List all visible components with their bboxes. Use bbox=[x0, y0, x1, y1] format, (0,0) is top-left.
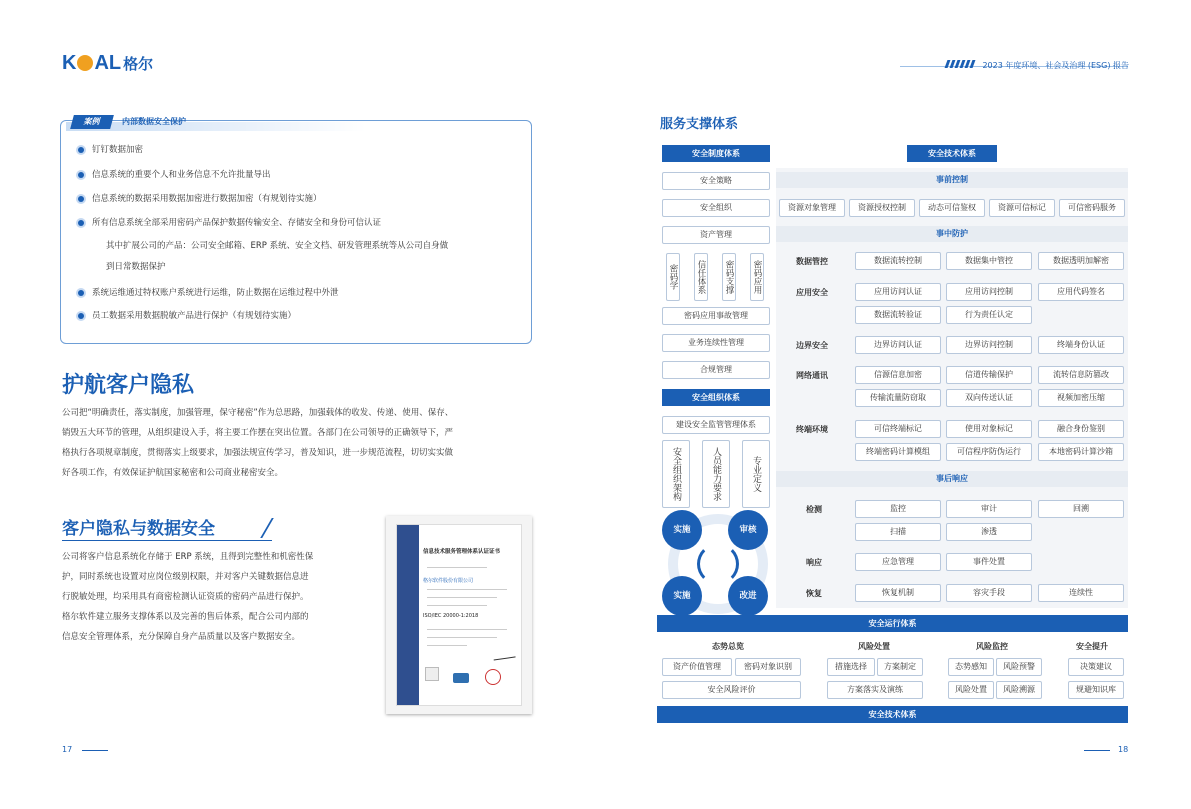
row-label: 数据管控 bbox=[796, 257, 828, 266]
mid-item: 双向传送认证 bbox=[946, 389, 1032, 407]
post-response-header: 事后响应 bbox=[776, 471, 1128, 487]
policy-vertical-item: 密码应用 bbox=[750, 253, 764, 301]
mid-item: 数据流转控制 bbox=[855, 252, 941, 270]
data-security-line: 护，同时系统也设置对应岗位级别权限，并对客户关键数据信息进 bbox=[62, 572, 309, 582]
mid-item: 信源信息加密 bbox=[855, 366, 941, 384]
heading-slash bbox=[244, 518, 274, 538]
ops-item: 措施选择 bbox=[827, 658, 875, 676]
post-item: 事件处置 bbox=[946, 553, 1032, 571]
ops-item: 决策建议 bbox=[1068, 658, 1124, 676]
post-item: 渗透 bbox=[946, 523, 1032, 541]
data-security-heading: 客户隐私与数据安全 bbox=[62, 519, 215, 539]
pre-item: 动态可信鉴权 bbox=[919, 199, 985, 217]
ops-item: 方案落实及演练 bbox=[827, 681, 923, 699]
mid-item: 数据透明加解密 bbox=[1038, 252, 1124, 270]
mid-item: 流转信息防篡改 bbox=[1038, 366, 1124, 384]
ops-system-header: 安全运行体系 bbox=[657, 615, 1128, 632]
ops-col-title: 安全提升 bbox=[1076, 642, 1108, 651]
mid-item: 应用访问控制 bbox=[946, 283, 1032, 301]
mid-item: 边界访问控制 bbox=[946, 336, 1032, 354]
data-security-line: 公司将客户信息系统化存储于 ERP 系统，且得到完整性和机密性保 bbox=[62, 552, 314, 562]
cert-title: 信息技术服务管理体系认证证书 bbox=[423, 549, 501, 555]
case-item: 系统运维通过特权账户系统进行运维，防止数据在运维过程中外泄 bbox=[92, 288, 339, 298]
org-vertical-item: 安全组织架构 bbox=[662, 440, 690, 508]
post-item: 连续性 bbox=[1038, 584, 1124, 602]
org-system-header: 安全组织体系 bbox=[662, 389, 770, 406]
pre-item: 资源对象管理 bbox=[779, 199, 845, 217]
pre-item: 资源授权控制 bbox=[849, 199, 915, 217]
pre-item: 可信密码服务 bbox=[1059, 199, 1125, 217]
ops-item: 风险处置 bbox=[948, 681, 994, 699]
cycle-step: 实施 bbox=[662, 576, 702, 616]
tech-system-header: 安全技术体系 bbox=[907, 145, 997, 162]
mid-item: 可信终端标记 bbox=[855, 420, 941, 438]
post-item: 扫描 bbox=[855, 523, 941, 541]
ops-item: 安全风险评价 bbox=[662, 681, 801, 699]
ops-item: 资产价值管理 bbox=[662, 658, 732, 676]
row-label: 恢复 bbox=[806, 589, 822, 598]
mid-item: 本地密码计算沙箱 bbox=[1038, 443, 1124, 461]
row-label: 响应 bbox=[806, 558, 822, 567]
ops-item: 密码对象识别 bbox=[735, 658, 801, 676]
post-item: 审计 bbox=[946, 500, 1032, 518]
policy-item: 合规管理 bbox=[662, 361, 770, 379]
data-security-line: 信息安全管理体系，充分保障自身产品质量以及客户数据安全。 bbox=[62, 632, 301, 642]
mid-item: 边界访问认证 bbox=[855, 336, 941, 354]
policy-vertical-item: 信任体系 bbox=[694, 253, 708, 301]
mid-item: 可信程序防伪运行 bbox=[946, 443, 1032, 461]
pre-item: 资源可信标记 bbox=[989, 199, 1055, 217]
mid-item: 数据集中管控 bbox=[946, 252, 1032, 270]
mid-item: 数据流转验证 bbox=[855, 306, 941, 324]
page-rule bbox=[1084, 750, 1110, 751]
header-stripes bbox=[946, 60, 980, 68]
policy-system-header: 安全制度体系 bbox=[662, 145, 770, 162]
privacy-line: 销毁五大环节的管理，从组织建设入手，将主要工作摆在突出位置。各部门在公司领导的正确领导下，严 bbox=[62, 428, 454, 438]
case-tag: 案例 bbox=[70, 115, 114, 129]
ops-col-title: 风险处置 bbox=[858, 642, 890, 651]
privacy-line: 好各项工作，有效保证护航国家秘密和公司商业秘密安全。 bbox=[62, 468, 284, 478]
privacy-line: 公司把“明确责任，落实制度，加强管理，保守秘密”作为总思路，加强载体的收发、传递、使用、保存、 bbox=[62, 408, 454, 418]
privacy-heading: 护航客户隐私 bbox=[62, 373, 195, 398]
ops-item: 态势感知 bbox=[948, 658, 994, 676]
report-title: 2023 年度环境、社会及治理 (ESG) 报告 bbox=[982, 61, 1129, 70]
tech-system-footer: 安全技术体系 bbox=[657, 706, 1128, 723]
ops-col-title: 态势总览 bbox=[712, 642, 744, 651]
row-label: 网络通讯 bbox=[796, 371, 828, 380]
data-security-line: 行脱敏处理，均采用具有商密检测认证资质的密码产品进行保护。 bbox=[62, 592, 309, 602]
heading-underline bbox=[62, 540, 272, 541]
data-security-line: 格尔软件建立服务支撑体系以及完善的售后体系，配合公司内部的 bbox=[62, 612, 309, 622]
case-item: 员工数据采用数据脱敏产品进行保护（有规划待实施） bbox=[92, 311, 297, 321]
mid-item: 传输流量防窃取 bbox=[855, 389, 941, 407]
org-vertical-item: 专业定义 bbox=[742, 440, 770, 508]
mid-item: 使用对象标记 bbox=[946, 420, 1032, 438]
cycle-step: 审核 bbox=[728, 510, 768, 550]
post-item: 应急管理 bbox=[855, 553, 941, 571]
post-item: 恢复机制 bbox=[855, 584, 941, 602]
mid-item: 视频加密压缩 bbox=[1038, 389, 1124, 407]
case-title: 内部数据安全保护 bbox=[122, 117, 186, 126]
mid-item: 终端身份认证 bbox=[1038, 336, 1124, 354]
company-logo: K AL 格尔 bbox=[62, 52, 154, 74]
row-label: 终端环境 bbox=[796, 425, 828, 434]
mid-protect-header: 事中防护 bbox=[776, 226, 1128, 242]
row-label: 检测 bbox=[806, 505, 822, 514]
mid-item: 终端密码计算模组 bbox=[855, 443, 941, 461]
cycle-arrows-icon bbox=[697, 543, 739, 585]
post-item: 回溯 bbox=[1038, 500, 1124, 518]
policy-item: 业务连续性管理 bbox=[662, 334, 770, 352]
page-rule bbox=[82, 750, 108, 751]
privacy-line: 格执行各项规章制度，贯彻落实上级要求，加强法规宣传学习，普及知识，进一步规范流程，切切实实做 bbox=[62, 448, 454, 458]
row-label: 应用安全 bbox=[796, 288, 828, 297]
ops-col-title: 风险监控 bbox=[976, 642, 1008, 651]
ops-item: 方案制定 bbox=[877, 658, 923, 676]
mid-item: 行为责任认定 bbox=[946, 306, 1032, 324]
policy-item: 安全策略 bbox=[662, 172, 770, 190]
cert-company: 格尔软件股份有限公司 bbox=[423, 578, 474, 584]
case-subtext: 其中扩展公司的产品：公司安全邮箱、ERP 系统、安全文档、研发管理系统等从公司自身做 bbox=[106, 241, 449, 251]
mid-item: 信道传输保护 bbox=[946, 366, 1032, 384]
policy-item: 资产管理 bbox=[662, 226, 770, 244]
cycle-step: 实施 bbox=[662, 510, 702, 550]
mid-item: 应用访问认证 bbox=[855, 283, 941, 301]
cycle-step: 改进 bbox=[728, 576, 768, 616]
mid-item: 融合身份鉴别 bbox=[1038, 420, 1124, 438]
policy-vertical-item: 密码支撑 bbox=[722, 253, 736, 301]
cert-standard: ISO/IEC 20000-1:2018 bbox=[423, 613, 479, 619]
org-vertical-item: 人员能力要求 bbox=[702, 440, 730, 508]
case-subtext: 到日常数据保护 bbox=[106, 262, 166, 272]
certificate-image bbox=[386, 516, 532, 714]
mid-item: 应用代码签名 bbox=[1038, 283, 1124, 301]
post-item: 容灾手段 bbox=[946, 584, 1032, 602]
ops-item: 风险溯源 bbox=[996, 681, 1042, 699]
page-number-left: 17 bbox=[62, 745, 73, 754]
policy-item: 密码应用事故管理 bbox=[662, 307, 770, 325]
ops-item: 规避知识库 bbox=[1068, 681, 1124, 699]
ops-item: 风险预警 bbox=[996, 658, 1042, 676]
row-label: 边界安全 bbox=[796, 341, 828, 350]
case-item: 钉钉数据加密 bbox=[92, 145, 144, 155]
case-item: 信息系统的数据采用数据加密进行数据加密（有规划待实施） bbox=[92, 194, 322, 204]
case-item: 所有信息系统全部采用密码产品保护数据传输安全、存储安全和身份可信认证 bbox=[92, 218, 382, 228]
diagram-title: 服务支撑体系 bbox=[660, 117, 739, 132]
policy-vertical-item: 密码学 bbox=[666, 253, 680, 301]
org-item: 建设安全监管管理体系 bbox=[662, 416, 770, 434]
case-item: 信息系统的重要个人和业务信息不允许批量导出 bbox=[92, 170, 271, 180]
page-number-right: 18 bbox=[1118, 745, 1129, 754]
pre-control-header: 事前控制 bbox=[776, 172, 1128, 188]
post-item: 监控 bbox=[855, 500, 941, 518]
policy-item: 安全组织 bbox=[662, 199, 770, 217]
